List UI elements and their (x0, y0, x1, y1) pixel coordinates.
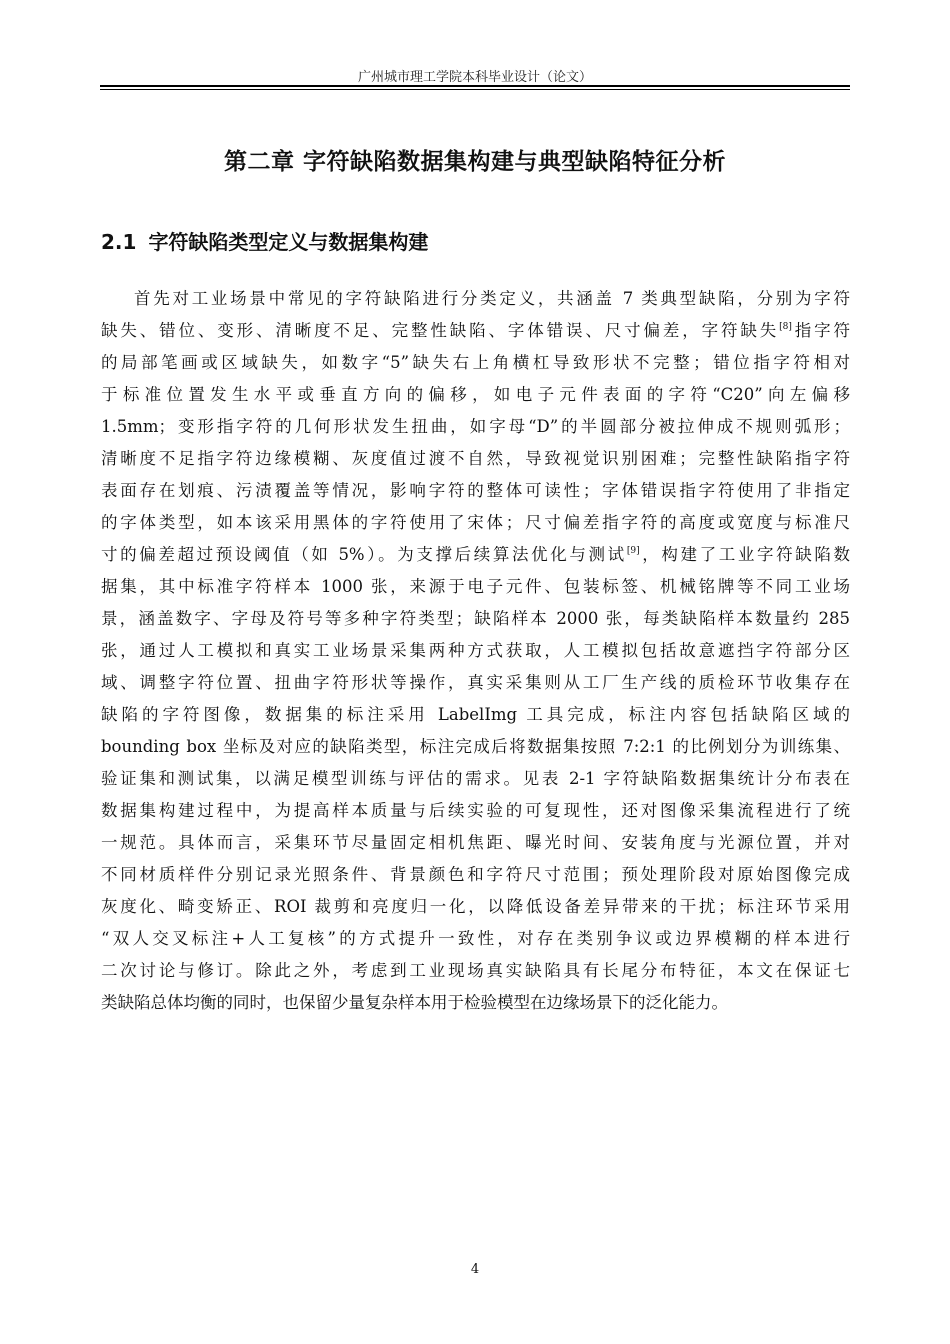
paragraph-line: 不同材质样件分别记录光照条件、背景颜色和字符尺寸范围；预处理阶段对原始图像完成 (101, 865, 850, 884)
paragraph-line: 缺陷的字符图像，数据集的标注采用 LabelImg 工具完成，标注内容包括缺陷区域的 (101, 705, 850, 724)
paragraph-line: 首先对工业场景中常见的字符缺陷进行分类定义，共涵盖 7 类典型缺陷，分别为字符 (134, 289, 850, 308)
chapter-title: 第二章 字符缺陷数据集构建与典型缺陷特征分析 (223, 149, 726, 175)
paragraph-line-text: 寸的偏差超过预设阈值（如 5%）。为支撑后续算法优化与测试 (101, 545, 627, 564)
paragraph-line: 据集，其中标准字符样本 1000 张，来源于电子元件、包装标签、机械铭牌等不同工业场 (101, 577, 850, 596)
section-title: 字符缺陷类型定义与数据集构建 (148, 230, 429, 254)
paragraph-line: 域、调整字符位置、扭曲字符形状等操作，真实采集则从工厂生产线的质检环节收集存在 (101, 673, 850, 692)
paragraph-line: 表面存在划痕、污渍覆盖等情况，影响字符的整体可读性；字体错误指字符使用了非指定 (101, 481, 850, 500)
paragraph-line: 的字体类型，如本该采用黑体的字符使用了宋体；尺寸偏差指字符的高度或宽度与标准尺 (101, 513, 850, 532)
paragraph-line: 验证集和测试集，以满足模型训练与评估的需求。见表 2-1 字符缺陷数据集统计分布表在 (101, 769, 850, 788)
page-number: 4 (470, 1262, 480, 1277)
paragraph-line (101, 539, 850, 571)
section-number: 2.1 (101, 230, 137, 254)
running-header: 广州城市理工学院本科毕业设计（论文） (357, 70, 592, 85)
citation-9: [9] (626, 546, 640, 556)
paragraph-line: 类缺陷总体均衡的同时，也保留少量复杂样本用于检验模型在边缘场景下的泛化能力。 (101, 993, 728, 1012)
paragraph-line: “双人交叉标注+人工复核”的方式提升一致性，对存在类别争议或边界模糊的样本进行 (101, 929, 850, 948)
header-rule (100, 85, 850, 87)
paragraph-line-tail: 指字符 (791, 321, 850, 340)
paragraph-line: 景，涵盖数字、字母及符号等多种字符类型；缺陷样本 2000 张，每类缺陷样本数量约 285 (101, 609, 850, 628)
paragraph-line-text: 缺失、错位、变形、清晰度不足、完整性缺陷、字体错误、尺寸偏差，字符缺失 (101, 321, 780, 340)
paragraph-line-tail: ，构建了工业字符缺陷数 (639, 545, 850, 564)
citation-8: [8] (779, 322, 792, 332)
paragraph-line: bounding box 坐标及对应的缺陷类型，标注完成后将数据集按照 7:2:1 的比例划分为训练集、 (101, 737, 850, 756)
header-rule-thin (100, 89, 850, 90)
paragraph-line: 的局部笔画或区域缺失，如数字“5”缺失右上角横杠导致形状不完整；错位指字符相对 (101, 353, 850, 372)
paragraph-line (101, 315, 850, 347)
paragraph-line: 于标准位置发生水平或垂直方向的偏移，如电子元件表面的字符“C20”向左偏移 (101, 385, 850, 404)
paragraph-line: 张，通过人工模拟和真实工业场景采集两种方式获取，人工模拟包括故意遮挡字符部分区 (101, 641, 850, 660)
paragraph-line: 灰度化、畸变矫正、ROI 裁剪和亮度归一化，以降低设备差异带来的干扰；标注环节采用 (101, 897, 850, 916)
body-paragraph (101, 283, 850, 1019)
paragraph-line: 1.5mm；变形指字符的几何形状发生扭曲，如字母“D”的半圆部分被拉伸成不规则弧形； (101, 417, 850, 436)
paragraph-line: 数据集构建过程中，为提高样本质量与后续实验的可复现性，还对图像采集流程进行了统 (101, 801, 850, 820)
paragraph-line: 一规范。具体而言，采集环节尽量固定相机焦距、曝光时间、安装角度与光源位置，并对 (101, 833, 850, 852)
paragraph-line: 清晰度不足指字符边缘模糊、灰度值过渡不自然，导致视觉识别困难；完整性缺陷指字符 (101, 449, 850, 468)
section-heading (101, 226, 428, 255)
paragraph-line: 二次讨论与修订。除此之外，考虑到工业现场真实缺陷具有长尾分布特征，本文在保证七 (101, 961, 850, 980)
